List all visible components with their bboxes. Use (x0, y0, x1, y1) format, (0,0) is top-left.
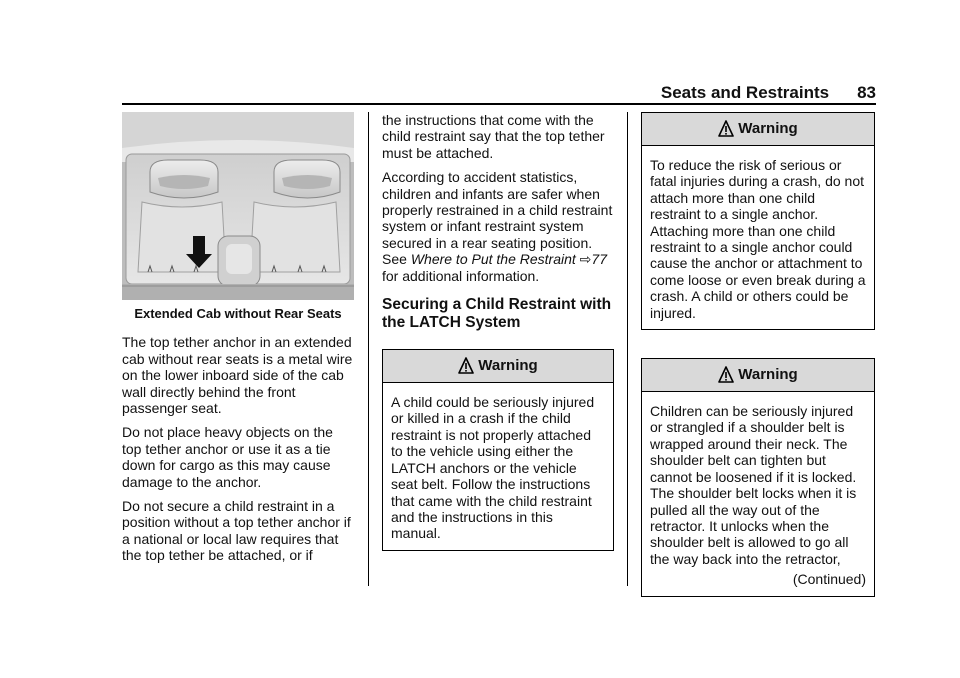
warning-header (383, 350, 613, 383)
warning-body: Children can be seriously injured or strangled if a shoulder belt is wrapped around their neck. The shoulder belt can tighten but cannot be loosened if it is locked. The shoulder belt locks when it is pulled all the way out of the retractor. It unlocks when the shoulder belt is allowed to go all the way back into the retractor, (Continued) (650, 403, 866, 588)
paragraph: According to accident statistics, children and infants are safer when properly restrained in a child restraint system or infant restraint system secured in a rear seating position. See Where to Put the Restraint ⇨77 for additional information. (382, 169, 613, 284)
column-divider-1 (368, 112, 369, 586)
paragraph: Do not secure a child restraint in a position without a top tether anchor if a national or local law requires that the top tether be attached, or if (122, 498, 351, 564)
page-reference-icon: ⇨ (579, 251, 592, 268)
rear-cab-wall-illustration (122, 112, 354, 300)
warning-title: Warning (738, 365, 798, 383)
paragraph: The top tether anchor in an extended cab without rear seats is a metal wire on the lower inboard side of the cab wall directly behind the front passenger seat. (122, 334, 353, 417)
warning-header (642, 113, 874, 146)
page-number: 83 (857, 83, 876, 102)
continued-label: (Continued) (792, 571, 866, 588)
column-1 (122, 112, 354, 572)
warning-box (641, 358, 875, 596)
cross-reference-link[interactable]: Where to Put the Restraint (410, 251, 576, 268)
column-2 (382, 112, 614, 551)
warning-header (642, 359, 874, 392)
column-3 (641, 112, 875, 597)
header-rule (122, 103, 876, 105)
paragraph: Do not place heavy objects on the top tether anchor or use it as a tie down for cargo as this may cause damage to the anchor. (122, 424, 333, 490)
warning-icon (718, 366, 734, 384)
warning-icon (458, 357, 474, 375)
warning-body: A child could be seriously injured or killed in a crash if the child restraint is not properly attached to the vehicle using either the LATCH anchors or the vehicle seat belt. Follow the instructions that came with the child restraint and the instructions in this manual. (391, 394, 595, 542)
page-header (122, 82, 876, 104)
warning-box (641, 112, 875, 330)
section-title-header: Seats and Restraints (660, 83, 830, 102)
warning-title: Warning (478, 356, 538, 374)
warning-body: To reduce the risk of serious or fatal injuries during a crash, do not attach more than one child restraint to a single anchor. Attaching more than one child restraint to a single anchor could cause the anchor or attachment to come loose or even break during a crash. A child or others could be injured. (650, 157, 866, 321)
page-reference[interactable]: 77 (591, 251, 607, 268)
warning-box (382, 349, 614, 551)
column-divider-2 (627, 112, 628, 586)
paragraph: the instructions that come with the child restraint say that the top tether must be attached. (382, 112, 605, 161)
warning-icon (718, 120, 734, 138)
figure-caption: Extended Cab without Rear Seats (134, 306, 342, 321)
section-heading: Securing a Child Restraint with the LATCH System (382, 296, 612, 332)
seat-illustration (122, 112, 354, 300)
warning-title: Warning (738, 119, 798, 137)
